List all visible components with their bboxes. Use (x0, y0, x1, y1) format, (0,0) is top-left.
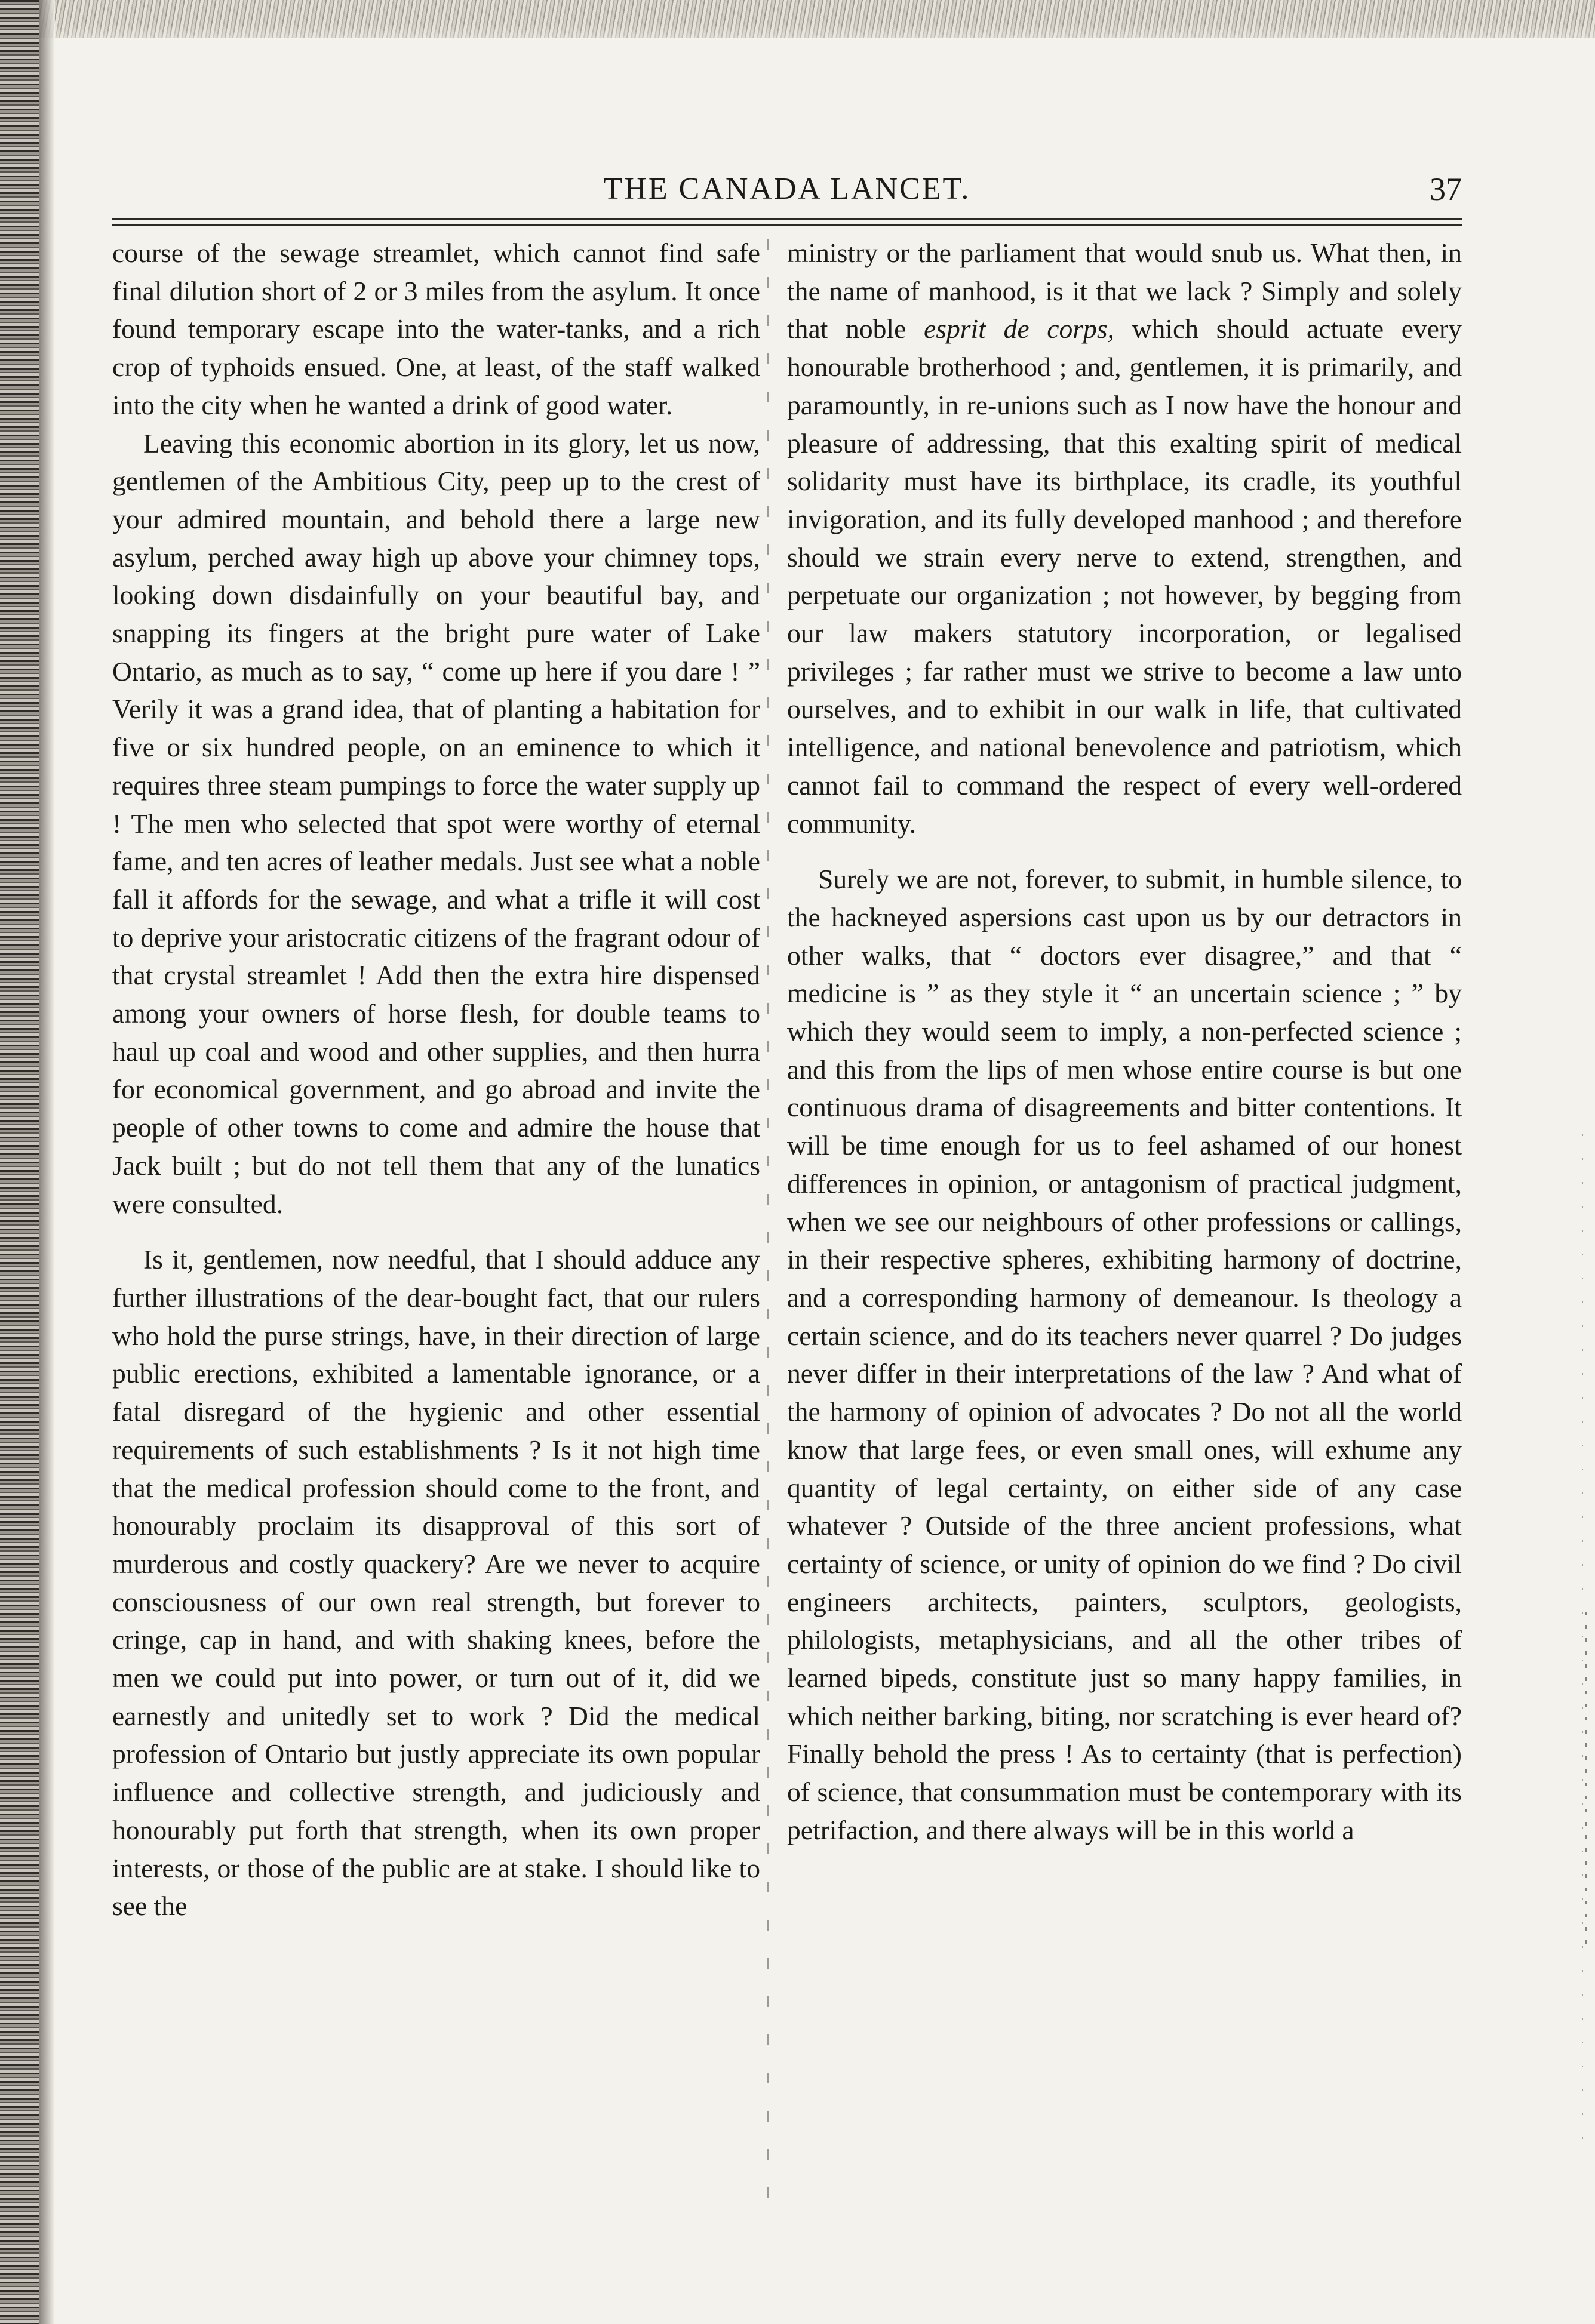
scan-speckle (1585, 1612, 1587, 1946)
paragraph: Surely we are not, forever, to submit, in humble silence, to the hackneyed aspersions cast upon us by our detractors in other walks, that “ doctors ever disagree,” and that “ medicine is ” as they style it “ an uncertain science ; ” by which they would seem to imply, a non-perfected science ; and this from the lips of men whose entire course is but one continuous drama of disagreements and bitter contentions. It will be time enough for us to feel ashamed of our honest differences in opinion, or antagonism of practical judgment, when we see our neighbours of other professions or callings, in their respective spheres, exhibiting harmony of doctrine, and a corresponding harmony of demeanour. Is theology a certain science, and do its teachers never quarrel ? Do judges never differ in their interpretations of the law ? And what of the harmony of opinion of advocates ? Do not all the world know that large fees, or even small ones, will exhume any quantity of legal certainty, on either side of any case whatever ? Outside of the three ancient professions, what certainty of science, or unity of opinion do we find ? Do civil engineers architects, painters, sculptors, geologists, philologists, metaphysicians, and all the other tribes of learned bipeds, constitute just so many happy families, in which neither barking, biting, nor scratching is ever heard of? Finally behold the press ! As to certainty (that is perfection) of science, that consummation must be contemporary with its petrifaction, and there always will be in this world a (787, 864, 1462, 1845)
paragraph-text: ministry or the parliament that would snub us. What then, in the name of manhood, is it that we lack ? Simply and solely that noble (787, 238, 1462, 344)
paragraph: Is it, gentlemen, now needful, that I should adduce any further illustrations of the dear-bought fact, that our rulers who hold the purse strings, have, in their direction of large public erections, exhibited a lamentable ignorance, or a fatal disregard of the hygienic and other essential requirements of such establishments ? Is it not high time that the medical profession should come to the front, and honourably proclaim its disapproval of this sort of murderous and costly quackery? Are we never to acquire consciousness of our own real strength, but forever to cringe, cap in hand, and with shaking knees, before the men we could put into power, or turn out of it, did we earnestly and unitedly set to work ? Did the medical profession of Ontario but justly appreciate its own popular influence and collective strength, and judiciously and honourably put forth that strength, when its own proper interests, or those of the public are at stake. I should like to see the (112, 1244, 760, 1922)
header-rule-thin (112, 224, 1462, 226)
italic-phrase: esprit de corps, (924, 313, 1114, 344)
scan-edge-left-shadow (39, 0, 55, 2324)
scan-edge-left (0, 0, 39, 2324)
left-column (112, 234, 760, 2234)
page-number: 37 (1430, 171, 1462, 207)
running-header (112, 168, 1462, 216)
paragraph: course of the sewage streamlet, which cannot find safe final dilution short of 2 or 3 miles from the asylum. It once found temporary escape into the water-tanks, and a rich crop of typhoids ensued. One, at least, of the staff walked into the city when he wanted a drink of good water. (112, 238, 760, 420)
column-gutter-rule (767, 239, 769, 2203)
paragraph: Leaving this economic abortion in its glory, let us now, gentlemen of the Ambitious City, peep up to the crest of your admired mountain, and behold there a large new asylum, perched away high up above your chimney tops, looking down disdainfully on your beautiful bay, and snapping its fingers at the bright pure water of Lake Ontario, as much as to say, “ come up here if you dare ! ” Verily it was a grand idea, that of planting a habitation for five or six hundred people, on an eminence to which it requires three steam pumpings to force the water supply up ! The men who selected that spot were worthy of eternal fame, and ten acres of leather medals. Just see what a noble fall it affords for the sewage, and what a trifle it will cost to deprive your aristocratic citizens of the fragrant odour of that crystal streamlet ! Add then the extra hire dispensed among your owners of horse flesh, for double teams to haul up coal and wood and other supplies, and then hurra for economical government, and go abroad and invite the people of other towns to come and admire the house that Jack built ; but do not tell them that any of the lunatics were consulted. (112, 427, 760, 1219)
paragraph (787, 234, 1462, 842)
paragraph-text: which should actuate every honourable brotherhood ; and, gentlemen, it is primarily, and paramountly, in re-unions such as I now have the honour and pleasure of addressing, that this exalting spirit of medical solidarity must have its birthplace, its cradle, its youthful invigoration, and its fully developed manhood ; and therefore should we strain every nerve to extend, strengthen, and perpetuate our organization ; not however, by begging from our law makers statutory incorporation, or legalised privileges ; far rather must we strive to become a law unto ourselves, and to exhibit in our walk in life, that cultivated intelligence, and national benevolence and patriotism, which cannot fail to command the respect of every well-ordered community. (787, 313, 1462, 839)
scan-speckle-2 (1582, 1134, 1583, 2149)
header-rule (112, 218, 1462, 220)
scan-edge-top-fade (0, 24, 1595, 60)
right-column (787, 234, 1462, 2234)
journal-title: THE CANADA LANCET. (603, 172, 971, 206)
